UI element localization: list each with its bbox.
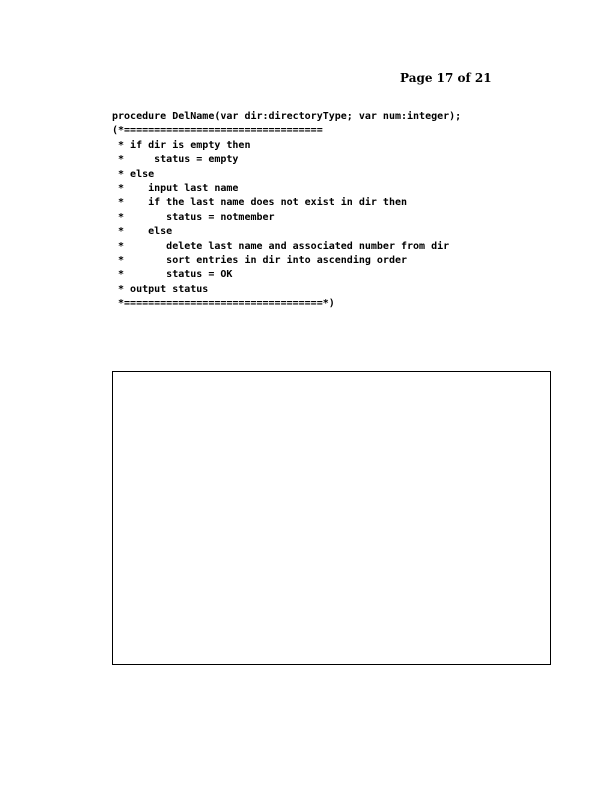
code-line: * sort entries in dir into ascending order	[112, 254, 408, 266]
code-line-comment-close: *=================================*)	[112, 298, 335, 310]
pseudocode-block	[112, 110, 461, 311]
code-line: * input last name	[112, 182, 239, 194]
code-line: * output status	[112, 283, 209, 295]
page-number-label: Page 17 of 21	[400, 71, 492, 85]
code-line: * if the last name does not exist in dir then	[112, 197, 408, 209]
code-line: * delete last name and associated number from dir	[112, 240, 450, 252]
code-line: * status = empty	[112, 154, 239, 166]
code-line: * status = OK	[112, 269, 233, 281]
code-line-comment-open: (*=================================	[112, 125, 323, 137]
code-line: * status = notmember	[112, 211, 275, 223]
code-line-procedure-signature: procedure DelName(var dir:directoryType; var num:integer);	[112, 111, 462, 122]
code-line: * else	[112, 226, 173, 238]
code-line: * else	[112, 168, 155, 180]
answer-box	[112, 371, 551, 665]
code-line: * if dir is empty then	[112, 139, 251, 151]
